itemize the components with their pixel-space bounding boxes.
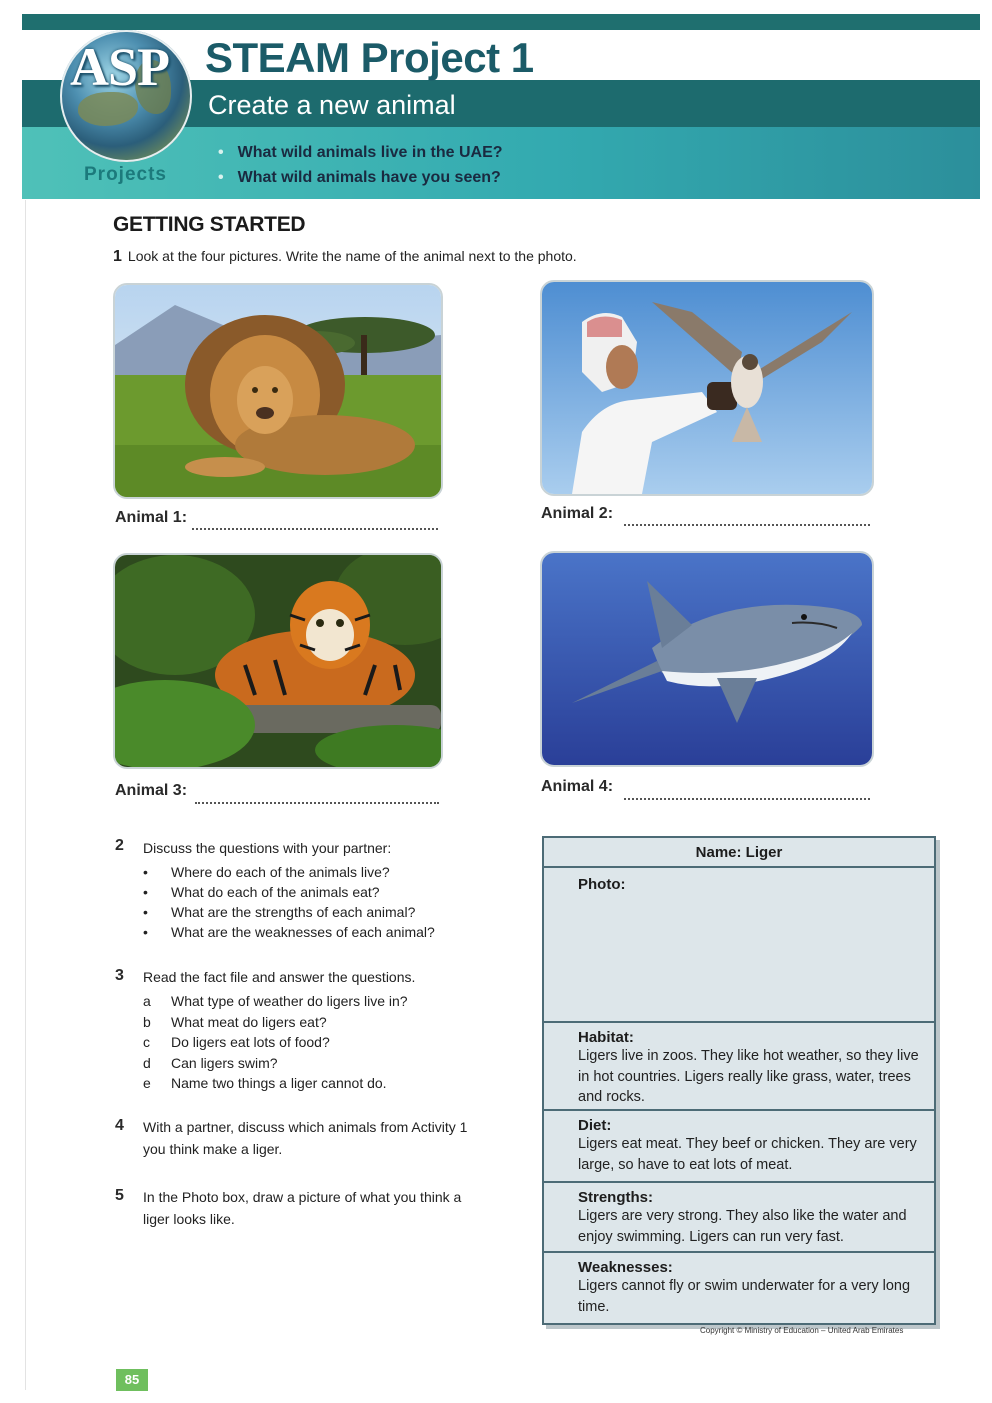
lion-illustration <box>115 285 441 497</box>
warmup-question: • What wild animals have you seen? <box>218 165 503 190</box>
activity-5-line-2: liger looks like. <box>143 1211 235 1227</box>
page-edge-line <box>25 200 26 1390</box>
activity-4-number: 4 <box>115 1117 124 1134</box>
list-item: b What meat do ligers eat? <box>143 1013 327 1030</box>
activity-5-number: 5 <box>115 1187 124 1204</box>
page-subtitle: Create a new animal <box>208 90 456 120</box>
activity-2-number: 2 <box>115 837 124 854</box>
projects-label: Projects <box>84 164 167 185</box>
section-heading: GETTING STARTED <box>113 213 306 236</box>
shark-illustration <box>542 553 872 765</box>
animal-3-answer-line[interactable] <box>195 801 439 804</box>
activity-1-text: Look at the four pictures. Write the name of the animal next to the photo. <box>127 248 577 264</box>
animal-2-label: Animal 2: <box>541 505 614 522</box>
falcon-illustration <box>542 282 872 494</box>
lion-photo <box>113 283 443 499</box>
warmup-question: • What wild animals live in the UAE? <box>218 140 503 165</box>
fact-file-name-row <box>544 838 934 868</box>
page-number: 85 <box>116 1369 148 1391</box>
page-title: STEAM Project 1 <box>205 34 534 81</box>
activity-3-number: 3 <box>115 967 124 984</box>
fact-file-name: Name: Liger <box>695 844 783 861</box>
animal-3-label: Animal 3: <box>115 782 188 799</box>
diet-text: Ligers eat meat. They beef or chicken. They are very large, so have to eat lots of meat. <box>578 1136 917 1173</box>
habitat-label: Habitat: <box>578 1029 634 1046</box>
animal-1-answer-line[interactable] <box>192 527 438 530</box>
warmup-question-list <box>218 140 503 190</box>
strengths-label: Strengths: <box>578 1189 653 1206</box>
list-item: a What type of weather do ligers live in? <box>143 993 408 1009</box>
copyright-notice: Copyright © Ministry of Education – United Arab Emirates <box>700 1326 904 1335</box>
asp-logo: ASP <box>70 37 170 97</box>
list-item: • What do each of the animals eat? <box>143 884 380 900</box>
fact-file-diet-row <box>544 1111 934 1183</box>
tiger-photo <box>113 553 443 769</box>
activity-3-text: Read the fact file and answer the questions. <box>143 969 416 985</box>
activity-1-instruction <box>113 248 577 266</box>
falcon-photo <box>540 280 874 496</box>
weaknesses-text: Ligers cannot fly or swim underwater for a very long time. <box>578 1278 911 1315</box>
shark-photo <box>540 551 874 767</box>
liger-fact-file <box>542 836 936 1325</box>
fact-file-photo-box[interactable] <box>544 868 934 1023</box>
animal-4-answer-line[interactable] <box>624 797 870 800</box>
activity-4-line-1: With a partner, discuss which animals from Activity 1 <box>143 1119 468 1135</box>
animal-4-label: Animal 4: <box>541 778 614 795</box>
weaknesses-label: Weaknesses: <box>578 1259 673 1276</box>
header-top-bar <box>22 14 980 30</box>
animal-2-answer-line[interactable] <box>624 523 870 526</box>
photo-label: Photo: <box>578 876 626 893</box>
list-item: • Where do each of the animals live? <box>143 864 390 880</box>
list-item: e Name two things a liger cannot do. <box>143 1075 387 1091</box>
animal-1-label: Animal 1: <box>115 509 188 526</box>
activity-2-bullets <box>143 862 435 942</box>
activity-3-questions <box>143 991 408 1094</box>
activity-number: 1 <box>113 248 122 265</box>
list-item: • What are the weaknesses of each animal? <box>143 924 435 940</box>
strengths-text: Ligers are very strong. They also like the water and enjoy swimming. Ligers can run very fast. <box>578 1208 907 1245</box>
fact-file-habitat-row <box>544 1023 934 1111</box>
fact-file-strengths-row <box>544 1183 934 1253</box>
activity-4-line-2: you think make a liger. <box>143 1141 283 1157</box>
list-item: c Do ligers eat lots of food? <box>143 1034 330 1050</box>
list-item: d Can ligers swim? <box>143 1054 278 1071</box>
activity-2-text: Discuss the questions with your partner: <box>143 840 392 856</box>
fact-file-weaknesses-row <box>544 1253 934 1323</box>
list-item: • What are the strengths of each animal? <box>143 904 416 920</box>
diet-label: Diet: <box>578 1117 612 1134</box>
habitat-text: Ligers live in zoos. They like hot weather, so they live in hot countries. Ligers really like grass, water, trees and rocks. <box>578 1048 919 1105</box>
tiger-illustration <box>115 555 441 767</box>
activity-5-line-1: In the Photo box, draw a picture of what you think a <box>143 1189 462 1205</box>
